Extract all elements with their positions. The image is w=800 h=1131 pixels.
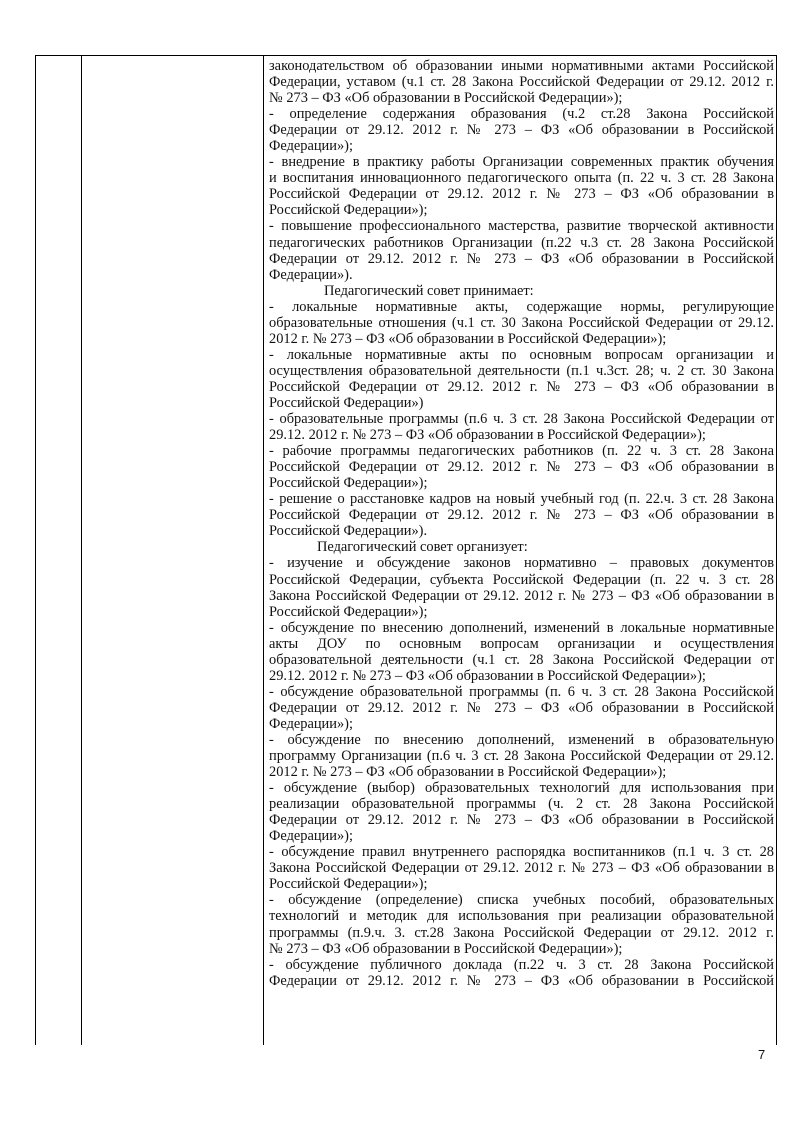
text-line: - обсуждение правил внутреннего распорядка воспитанников (п.1 ч. 3 ст. 28 <box>269 844 774 861</box>
text-line: Российской Федерации»); <box>269 475 428 492</box>
text-line: Российской Федерации, субъекта Российской Федерации (п. 22 ч. 3 ст. 28 <box>269 571 774 588</box>
text-line: Федерации от 29.12. 2012 г. № 273 – ФЗ «Об образовании в Российской <box>269 699 774 716</box>
text-line: Федерации»); <box>269 715 353 732</box>
text-line: 29.12. 2012 г. № 273 – ФЗ «Об образовании в Российской Федерации»); <box>269 667 706 684</box>
text-line: Российской Федерации от 29.12. 2012 г. № 273 – ФЗ «Об образовании в <box>269 186 774 203</box>
text-line: образовательные отношения (ч.1 ст. 30 Закона Российской Федерации от 29.12. <box>269 314 774 331</box>
text-line: - обсуждение публичного доклада (п.22 ч. 3 ст. 28 Закона Российской <box>269 956 774 973</box>
text-line: программы (п.9.ч. 3. ст.28 Закона Российской Федерации от 29.12. 2012 г. <box>269 924 774 941</box>
text-line: 2012 г. № 273 – ФЗ «Об образовании в Российской Федерации»); <box>269 330 667 347</box>
text-line: и воспитания инновационного педагогического опыта (п. 22 ч. 3 ст. 28 Закона <box>269 170 774 187</box>
text-line: Российской Федерации») <box>269 394 424 411</box>
text-line: 2012 г. № 273 – ФЗ «Об образовании в Российской Федерации»); <box>269 764 667 781</box>
text-line: - локальные нормативные акты, содержащие нормы, регулирующие <box>269 298 774 315</box>
text-line: № 273 – ФЗ «Об образовании в Российской Федерации»); <box>269 90 623 107</box>
text-line: - обсуждение по внесению дополнений, изменений в локальные нормативные <box>269 619 774 636</box>
section-heading: Педагогический совет принимает: <box>324 282 534 299</box>
text-line: Федерации»); <box>269 828 353 845</box>
section-heading: Педагогический совет организует: <box>317 539 528 556</box>
text-line: Федерации от 29.12. 2012 г. № 273 – ФЗ «Об образовании в Российской <box>269 812 774 829</box>
text-line: - обсуждение (выбор) образовательных технологий для использования при <box>269 780 774 797</box>
text-line: - локальные нормативные акты по основным вопросам организации и <box>269 346 774 363</box>
text-line: Федерации от 29.12. 2012 г. № 273 – ФЗ «Об образовании в Российской <box>269 250 774 267</box>
text-line: Российской Федерации»). <box>269 523 428 540</box>
text-line: Федерации от 29.12. 2012 г. № 273 – ФЗ «Об образовании в Российской <box>269 972 774 989</box>
text-line: Российской Федерации от 29.12. 2012 г. № 273 – ФЗ «Об образовании в <box>269 378 774 395</box>
text-line: - обсуждение по внесению дополнений, изменений в образовательную <box>269 731 774 748</box>
text-line: законодательством об образовании иными нормативными актами Российской <box>269 58 774 74</box>
text-line: Федерации от 29.12. 2012 г. № 273 – ФЗ «Об образовании в Российской <box>269 122 774 139</box>
text-line: - изучение и обсуждение законов нормативно – правовых документов <box>269 555 774 572</box>
text-line: акты ДОУ по основным вопросам организации и осуществления <box>269 635 774 652</box>
text-line: - образовательные программы (п.6 ч. 3 ст. 28 Закона Российской Федерации от <box>269 411 774 428</box>
page-number: 7 <box>758 1047 766 1062</box>
text-line: Российской Федерации»); <box>269 603 428 620</box>
text-line: - рабочие программы педагогических работников (п. 22 ч. 3 ст. 28 Закона <box>269 443 774 460</box>
table-column-number <box>36 56 82 1045</box>
text-line: Российской Федерации»); <box>269 202 428 219</box>
table-cell-content <box>269 58 774 989</box>
text-line: Российской Федерации»); <box>269 876 428 893</box>
document-table <box>35 55 777 1045</box>
text-line: Закона Российской Федерации от 29.12. 2012 г. № 273 – ФЗ «Об образовании в <box>269 860 774 877</box>
text-line: Российской Федерации от 29.12. 2012 г. № 273 – ФЗ «Об образовании в <box>269 507 774 524</box>
text-line: реализации образовательной программы (ч. 2 ст. 28 Закона Российской <box>269 796 774 813</box>
text-line: - обсуждение образовательной программы (п. 6 ч. 3 ст. 28 Закона Российской <box>269 683 774 700</box>
text-line: - решение о расстановке кадров на новый учебный год (п. 22.ч. 3 ст. 28 Закона <box>269 491 774 508</box>
text-line: образовательной деятельности (ч.1 ст. 28 Закона Российской Федерации от <box>269 651 774 668</box>
text-line: Закона Российской Федерации от 29.12. 2012 г. № 273 – ФЗ «Об образовании в <box>269 587 774 604</box>
text-line: - определение содержания образования (ч.2 ст.28 Закона Российской <box>269 106 774 123</box>
text-line: Российской Федерации от 29.12. 2012 г. № 273 – ФЗ «Об образовании в <box>269 459 774 476</box>
text-line: педагогических работников Организации (п.22 ч.3 ст. 28 Закона Российской <box>269 234 774 251</box>
text-line: № 273 – ФЗ «Об образовании в Российской Федерации»); <box>269 940 623 957</box>
text-line: - повышение профессионального мастерства, развитие творческой активности <box>269 218 774 235</box>
text-line: - обсуждение (определение) списка учебных пособий, образовательных <box>269 892 774 909</box>
text-line: Федерации, уставом (ч.1 ст. 28 Закона Российской Федерации от 29.12. 2012 г. <box>269 74 774 91</box>
text-line: - внедрение в практику работы Организации современных практик обучения <box>269 154 774 171</box>
text-line: 29.12. 2012 г. № 273 – ФЗ «Об образовании в Российской Федерации»); <box>269 427 706 444</box>
text-line: технологий и методик для использования при реализации образовательной <box>269 908 774 925</box>
table-column-name <box>81 56 264 1045</box>
text-line: осуществления образовательной деятельности (п.1 ч.3ст. 28; ч. 2 ст. 30 Закона <box>269 362 774 379</box>
text-line: Федерации»). <box>269 266 353 283</box>
text-line: программу Организации (п.6 ч. 3 ст. 28 Закона Российской Федерации от 29.12. <box>269 748 774 765</box>
text-line: Федерации»); <box>269 138 353 155</box>
